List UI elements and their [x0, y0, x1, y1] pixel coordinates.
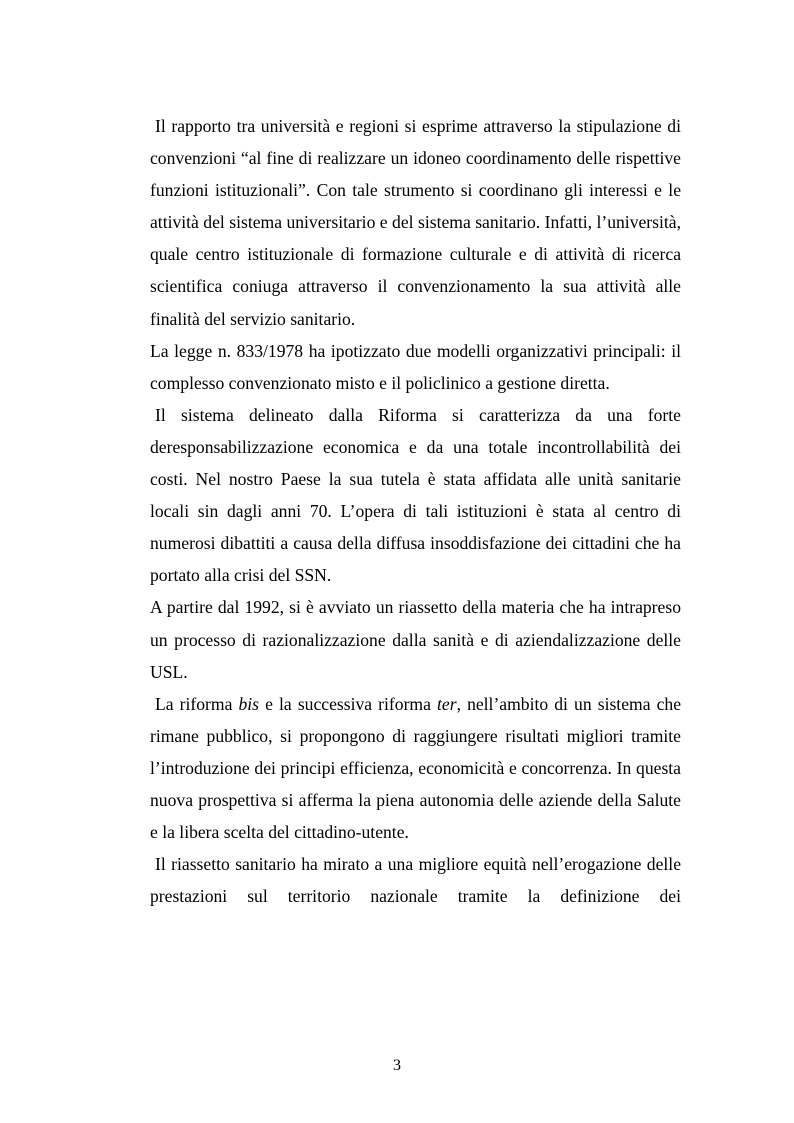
- paragraph-text: Il sistema delineato dalla Riforma si caratterizza da una forte deresponsabilizzazione economica e da una totale incontrollabilità dei costi. Nel nostro Paese la sua tutela è stata affidata alle unità sanitarie locali sin dagli anni 70. L’opera di tali istituzioni è stata al centro di numerosi dibattiti a causa della diffusa insoddisfazione dei cittadini che ha portato alla crisi del SSN.: [150, 404, 681, 586]
- body-text: [150, 110, 681, 912]
- paragraph-text: Il rapporto tra università e regioni si esprime attraverso la stipulazione di convenzioni “al fine di realizzare un idoneo coordinamento delle rispettive funzioni istituzionali”. Con tale strumento si coordinano gli interessi e le attività del sistema universitario e del sistema sanitario. Infatti, l’università, quale centro istituzionale di formazione culturale e di attività di ricerca scientifica coniuga attraverso il convenzionamento la sua attività alle finalità del servizio sanitario.: [150, 116, 681, 329]
- paragraph-text: A partire dal 1992, si è avviato un riassetto della materia che ha intrapreso un processo di razionalizzazione dalla sanità e di aziendalizzazione delle USL.: [150, 597, 681, 682]
- italic-term-bis: bis: [238, 693, 260, 714]
- paragraph-text: , nell’ambito di un sistema che rimane pubblico, si propongono di raggiungere risultati migliori tramite l’introduzione dei principi efficienza, economicità e concorrenza. In questa nuova prospettiva si afferma la piena autonomia delle aziende della Salute e la libera scelta del cittadino-utente.: [150, 693, 682, 843]
- italic-term-ter: ter: [437, 693, 457, 714]
- paragraph-law-833: [150, 335, 681, 399]
- paragraph-reform-bis-ter: [150, 688, 681, 848]
- paragraph-reform-system: [150, 399, 681, 592]
- paragraph-university-regions: [150, 110, 681, 335]
- paragraph-text: e la successiva riforma: [259, 693, 438, 714]
- page-number: 3: [393, 1057, 401, 1074]
- paragraph-text: Il riassetto sanitario ha mirato a una migliore equità nell’erogazione delle prestazioni sul territorio nazionale tramite la definizione dei: [150, 854, 681, 907]
- paragraph-1992-reorganization: [150, 591, 681, 687]
- paragraph-text: La legge n. 833/1978 ha ipotizzato due modelli organizzativi principali: il complesso convenzionato misto e il policlinico a gestione diretta.: [150, 340, 681, 393]
- paragraph-health-equity: [150, 848, 681, 912]
- paragraph-text: La riforma: [155, 693, 239, 714]
